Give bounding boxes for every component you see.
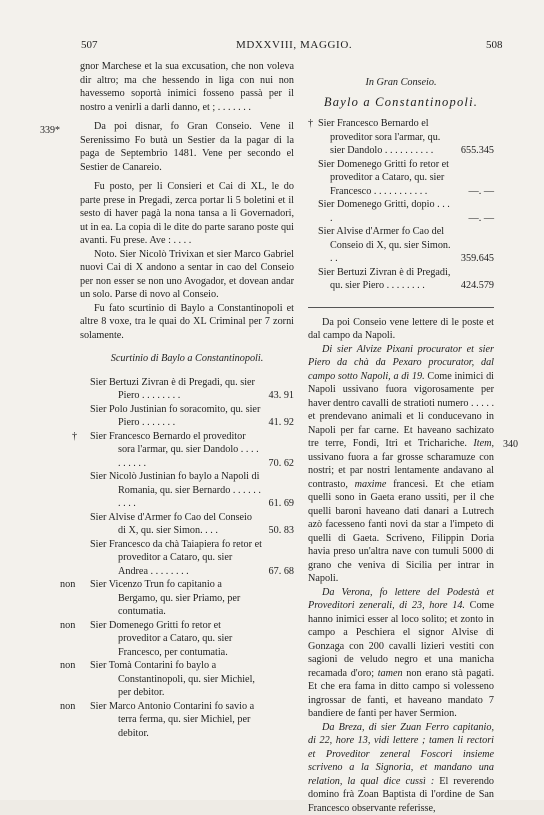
paragraph: Fu fato scurtinio di Baylo a Constantinopoli et altre 8 voxe, tra le quai do XL Criminal per 7 zorni solamente. [80,302,294,343]
ballot-entry: Sier Francesco da chà Taiapiera fo retor et proveditor a Cataro, qu. sier Andrea . . . . . . . . 67. 68 [80,538,294,579]
ballot-entry: Sier Alvise d'Armer fo Cao del Conseio di X, qu. sier Simon. . . 359.645 [308,225,494,266]
running-title: MDXXVIII, MAGGIO. [236,39,352,53]
ballot-entry: Sier Domenego Gritti fo retor et proveditor a Cataro, qu. sier Francesco . . . . . . . . . . . —. — [308,158,494,199]
ballot-entry: Sier Nicolò Justinian fo baylo a Napoli di Romania, qu. sier Bernardo . . . . . . . . . . 61. 69 [80,470,294,511]
paragraph: gnor Marchese et la sua excusation, che non voleva dir altro; ma che hessendo in liga con nui non havessemo soportà inimici fosseno passà per il nostro a venirli a darli danno, et ; . . . . . . . [80,60,294,114]
paragraph: Da poi Conseio vene lettere di le poste et dal campo da Napoli. [308,316,494,343]
ballot-entry: Sier Domenego Gritti, dopio . . . . —. — [308,198,494,225]
paragraph: Da poi disnar, fo Gran Conseio. Vene il Serenissimo Fo butà un Sestier da la pagar di la paga de Septembrio 1481. Vene per secondo el Sestier de Canareio. [80,120,294,174]
page-number-left: 507 [81,39,98,53]
elected-mark: † [72,430,77,444]
margin-number-left: 339* [40,124,60,138]
divider [308,307,494,308]
ballot-entry: non Sier Tomà Contarini fo baylo a Constantinopoli, qu. sier Michiel, per debitor. [80,659,294,700]
ballot-entry: Sier Polo Justinian fo soracomito, qu. sier Piero . . . . . . . 41. 92 [80,403,294,430]
section-heading: In Gran Conseio. [308,76,494,90]
ballot-entry: Sier Bertuzi Zivran è di Pregadi, qu. sier Piero . . . . . . . . 43. 91 [80,376,294,403]
ballot-entry: non Sier Domenego Gritti fo retor et proveditor a Cataro, qu. sier Francesco, per contumatia. [80,619,294,660]
right-column [308,60,494,815]
elected-mark: † [308,117,313,131]
ballot-entry: Sier Alvise d'Armer fo Cao del Conseio di X, qu. sier Simon. . . . 50. 83 [80,511,294,538]
left-column [80,60,294,740]
running-header [0,39,544,53]
paragraph: Fu posto, per li Consieri et Cai di XL, le do parte prese in Pregadi, zerca portar li 5 boletini et il sesto di haver pagà la nona tansa a li Governadori, ut in ea. La copia di le dite do parte sarano poste qui avanti. Fu prese. Ave : . . . . [80,180,294,248]
section-heading: Scurtinio di Baylo a Constantinopoli. [80,352,294,366]
ballot-entry: non Sier Vicenzo Trun fo capitanio a Bergamo, qu. sier Priamo, per contumatia. [80,578,294,619]
ballot-entry: non Sier Marco Antonio Contarini fo savio a terra ferma, qu. sier Michiel, per debitor. [80,700,294,741]
paragraph: Noto. Sier Nicolò Trivixan et sier Marco Gabriel nuovi Cai di X andono a sentar in cao del Conseio per non esser se non uno Avogador, et dovean andar un solo. Parse di novo al Conseio. [80,248,294,302]
ballot-entry: Sier Bertuzi Zivran è di Pregadi, qu. sier Piero . . . . . . . . 424.579 [308,266,494,293]
section-heading: Baylo a Constantinopoli. [308,96,494,110]
paragraph: Di sier Alvize Pixani procurator et sier Piero da chà da Pexaro procurator, dal campo sotto Napoli, a dì 19. Come inimici di Napoli ussivano fuora vigorosamente per haver dentro cavalli de stratioti numero . . . . . et prendevano animali et li conducevano in Napoli per far carne. Et haveano sachizato tre terre, Fondi, Itri et Trichariche. Item, ussivano fuora a far grosse scharamuze con nostri; et par nostri lentamente andavano al contrasto, maxime francesi. Et che etiam quelli sono in Gaeta erano ussiti, per il che quelli baroni haveano dati danari a Lutrech azò facesseno fanti novi da star a l'impeto di quelli di Gaeta. Scriveno, Filippin Doria havia preso un'altra nave con tumuli 5000 di grano che veniva di Sicilia per intrar in Napoli. [308,343,494,586]
paragraph: Da Verona, fo lettere del Podestà et Proveditori zenerali, di 23, hore 14. Come hanno inimici esser al loco solito; et zonto in campo a Peschiera el signor Alvise di Gonzaga con 200 cavalli lizieri vestiti con sagioni de veludo negro et una manicha recamada d'oro; tamen non erano stà pagati. Et che era fama in ditto campo si volesseno ingrossar de fanti, et haveano mandato 7 bandiere de fanti per haver Sermion. [308,586,494,721]
margin-number-right: 340 [503,438,518,452]
ballot-entry: † Sier Francesco Bernardo el proveditor sora l'armar, qu. sier Dandolo . . . . . . . . . . 655.345 [308,117,494,158]
page-number-right: 508 [486,39,503,53]
paragraph: Da Breza, di sier Zuan Ferro capitanio, di 22, hore 13, vidi lettere ; tamen li rectori et Proveditor zeneral Foscori insieme scriveno a la Signoria, et mandano una relation, la qual dice cussì : El reverendo domino frà Zoan Baptista di l'ordine de San Francesco observante referisse, [308,721,494,815]
ballot-entry: † Sier Francesco Bernardo el proveditor sora l'armar, qu. sier Dandolo . . . . . . . . . . 70. 62 [80,430,294,471]
